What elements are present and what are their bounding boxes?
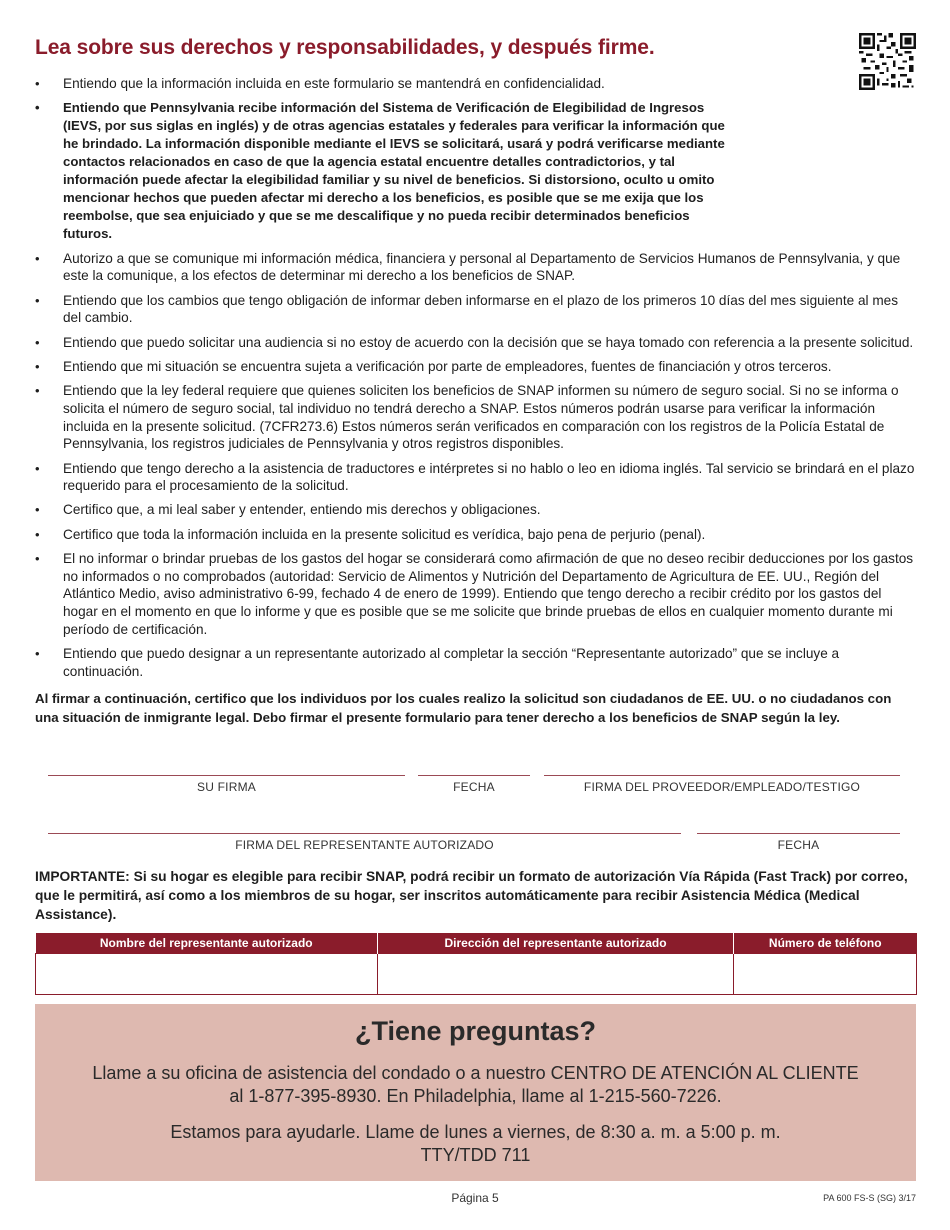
form-id: PA 600 FS-S (SG) 3/17 (823, 1193, 916, 1203)
provider-signature-line[interactable] (544, 775, 900, 776)
questions-panel (35, 1004, 916, 1181)
page-number: Página 5 (451, 1191, 499, 1205)
rep-address-header: Dirección del representante autorizado (378, 933, 734, 953)
certification-statement: Al firmar a continuación, certifico que los individuos por los cuales realizo la solicitud son ciudadanos de EE. UU. o no ciudadanos con una situación de inmigrante legal. Debo firmar el presente formulario para tener derecho a los beneficios de SNAP según la ley. (35, 691, 892, 725)
list-item: • Entiendo que puedo designar a un representante autorizado al completar la sección “Representante autorizado” que se incluye a continuación. (35, 645, 917, 681)
questions-line: Llame a su oficina de asistencia del condado o a nuestro CENTRO DE ATENCIÓN AL CLIENTE (92, 1063, 859, 1083)
questions-line: TTY/TDD 711 (420, 1145, 531, 1165)
list-item: • Entiendo que mi situación se encuentra sujeta a verificación por parte de empleadores, fuentes de financiación y otros terceros. (35, 358, 917, 376)
list-item: • Entiendo que la ley federal requiere que quienes soliciten los beneficios de SNAP informen su número de seguro social. Si no se informa o solicita el número de seguro social, tal individuo no tendrá derecho a SNAP. Estos números podrán usarse para verificar la información incluida en la presente solicitud. (7CFR273.6) Estos números serán verificados en comparación con los registros de la Policía Estatal de Pennsylvania, los registros judiciales de Pennsylvania y otros registros disponibles. (35, 382, 917, 453)
rep-phone-field[interactable] (734, 953, 917, 994)
questions-line: Estamos para ayudarle. Llame de lunes a viernes, de 8:30 a. m. a 5:00 p. m. (170, 1122, 781, 1142)
rep-phone-header: Número de teléfono (734, 933, 917, 953)
rep-name-field[interactable] (36, 953, 378, 994)
list-item: • Certifico que toda la información incluida en la presente solicitud es verídica, bajo pena de perjurio (penal). (35, 526, 917, 544)
signature-label: SU FIRMA (197, 780, 256, 794)
important-notice: IMPORTANTE: Si su hogar es elegible para recibir SNAP, podrá recibir un formato de autorización Vía Rápida (Fast Track) por correo, que le permitirá, así como a los miembros de su hogar, ser inscritos automáticamente para recibir Asistencia Médica (Medical Assistance). (35, 869, 908, 922)
provider-signature-label: FIRMA DEL PROVEEDOR/EMPLEADO/TESTIGO (583, 780, 861, 794)
rep-signature-line[interactable] (48, 833, 681, 834)
date-label: FECHA (453, 780, 495, 794)
date-line[interactable] (418, 775, 530, 776)
list-item: • El no informar o brindar pruebas de los gastos del hogar se considerará como afirmación de que no deseo recibir deducciones por los gastos no informados o no comprobados (autoridad: Servicio de Alimentos y Nutrición del Departamento de Agricultura de EE. UU., Región del Atlántico Medio, aviso administrativo 6-99, fechado 4 de enero de 1999). Entiendo que tengo derecho a recibir crédito por los gastos del hogar en el momento en que lo informe y que es posible que se me solicite que brinde pruebas de ellos en cualquier momento durante mi período de certificación. (35, 550, 917, 639)
list-item: • Entiendo que Pennsylvania recibe información del Sistema de Verificación de Elegibilidad de Ingresos (IEVS, por sus siglas en inglés) y de otras agencias estatales y federales para verificar la información que he brindado. La información disponible mediante el IEVS se solicitará, usará y podrá verificarse mediante contactos relacionados en caso de que la agencia estatal encuentre detalles contradictorios, y tal información puede afectar la elegibilidad familiar y su nivel de beneficios. Si distorsiono, oculto u omito mencionar hechos que pueden afectar mi derecho a los beneficios, es posible que se me exija que los reembolse, que sea enjuiciado y que se me descalifique y no pueda recibir determinados beneficios futuros. (35, 99, 917, 243)
representative-table (35, 933, 917, 995)
questions-line: al 1-877-395-8930. En Philadelphia, llame al 1-215-560-7226. (229, 1086, 722, 1106)
rep-date-line[interactable] (697, 833, 900, 834)
list-item: • Entiendo que puedo solicitar una audiencia si no estoy de acuerdo con la decisión que se haya tomado con referencia a la presente solicitud. (35, 334, 917, 352)
rep-date-label: FECHA (777, 838, 820, 852)
questions-title: ¿Tiene preguntas? (354, 1016, 597, 1046)
rights-list (35, 75, 917, 687)
page-heading: Lea sobre sus derechos y responsabilidades, y después firme. (35, 36, 655, 59)
list-item: • Certifico que, a mi leal saber y entender, entiendo mis derechos y obligaciones. (35, 501, 917, 519)
rep-name-header: Nombre del representante autorizado (36, 933, 378, 953)
list-item: • Entiendo que la información incluida en este formulario se mantendrá en confidencialidad. (35, 75, 917, 93)
list-item: • Autorizo a que se comunique mi información médica, financiera y personal al Departamento de Servicios Humanos de Pennsylvania, y que este la comunique, a los efectos de determinar mi derecho a los beneficios de SNAP. (35, 250, 917, 286)
list-item: • Entiendo que tengo derecho a la asistencia de traductores e intérpretes si no hablo o leo en idioma inglés. Tal servicio se brindará en el plazo requerido para el procesamiento de la solicitud. (35, 460, 917, 496)
rep-signature-label: FIRMA DEL REPRESENTANTE AUTORIZADO (235, 838, 494, 852)
list-item: • Entiendo que los cambios que tengo obligación de informar deben informarse en el plazo de los primeros 10 días del mes siguiente al mes del cambio. (35, 292, 917, 328)
signature-line[interactable] (48, 775, 405, 776)
rep-address-field[interactable] (378, 953, 734, 994)
